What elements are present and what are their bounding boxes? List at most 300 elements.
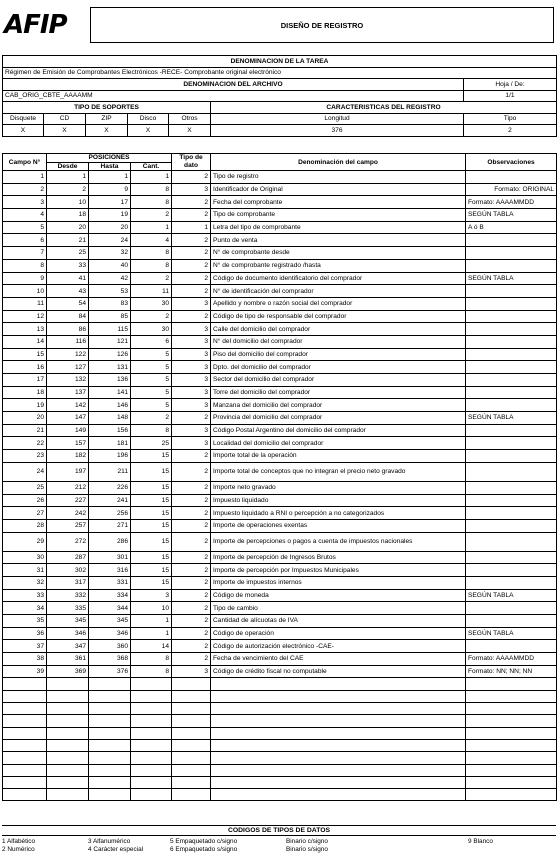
empty-cell <box>89 715 131 727</box>
cell-observaciones: SEGÚN TABLA <box>466 209 557 222</box>
cell-denominacion: Importe total de la operación <box>211 450 466 463</box>
table-row <box>3 450 557 463</box>
empty-cell <box>131 739 172 751</box>
cell-tipo: 3 <box>172 386 211 399</box>
cell-denominacion: Impuesto liquidado <box>211 494 466 507</box>
legend-grid <box>2 836 556 854</box>
cell-desde: 54 <box>47 297 89 310</box>
cell-tipo: 2 <box>172 481 211 494</box>
cell-campo: 38 <box>3 653 47 666</box>
cell-cant: 25 <box>131 437 172 450</box>
cell-desde: 335 <box>47 602 89 615</box>
cell-desde: 182 <box>47 450 89 463</box>
cell-tipo: 2 <box>172 285 211 298</box>
cell-cant: 15 <box>131 481 172 494</box>
cell-cant: 3 <box>131 589 172 602</box>
empty-cell <box>47 739 89 751</box>
table-row <box>3 323 557 336</box>
col-desde: Desde <box>47 162 89 171</box>
cell-campo: 25 <box>3 481 47 494</box>
data-type-legend <box>2 825 556 854</box>
cell-hasta: 126 <box>89 348 131 361</box>
cell-desde: 2 <box>47 183 89 196</box>
cell-tipo: 2 <box>172 653 211 666</box>
document-header <box>2 2 556 47</box>
cell-tipo: 2 <box>172 450 211 463</box>
support-col-disco: Disco <box>128 113 169 125</box>
empty-cell <box>3 764 47 776</box>
support-val-otros: X <box>169 125 211 137</box>
empty-cell <box>172 764 211 776</box>
cell-hasta: 146 <box>89 399 131 412</box>
cell-campo: 8 <box>3 259 47 272</box>
empty-cell <box>131 764 172 776</box>
empty-cell <box>466 715 557 727</box>
cell-hasta: 53 <box>89 285 131 298</box>
cell-tipo: 3 <box>172 335 211 348</box>
cell-observaciones <box>466 532 557 551</box>
cell-campo: 16 <box>3 361 47 374</box>
cell-cant: 5 <box>131 348 172 361</box>
cell-campo: 9 <box>3 272 47 285</box>
record-heading: CARACTERISTICAS DEL REGISTRO <box>211 102 557 114</box>
cell-hasta: 271 <box>89 519 131 532</box>
table-row <box>3 507 557 520</box>
legend-item: 5 Empaquetado c/signo <box>170 838 238 845</box>
cell-denominacion: Piso del domicilio del comprador <box>211 348 466 361</box>
cell-observaciones <box>466 310 557 323</box>
cell-campo: 7 <box>3 247 47 260</box>
empty-cell <box>211 752 466 764</box>
cell-desde: 137 <box>47 386 89 399</box>
cell-campo: 34 <box>3 602 47 615</box>
support-val-zip: X <box>86 125 128 137</box>
cell-desde: 157 <box>47 437 89 450</box>
cell-denominacion: Calle del domicilio del comprador <box>211 323 466 336</box>
cell-tipo: 2 <box>172 532 211 551</box>
cell-campo: 30 <box>3 551 47 564</box>
cell-campo: 26 <box>3 494 47 507</box>
table-row <box>3 640 557 653</box>
cell-tipo: 2 <box>172 234 211 247</box>
cell-hasta: 32 <box>89 247 131 260</box>
col-positions: POSICIONES <box>47 154 172 163</box>
support-val-disquete: X <box>3 125 44 137</box>
cell-observaciones <box>466 348 557 361</box>
empty-cell <box>89 690 131 702</box>
table-row <box>3 297 557 310</box>
cell-tipo: 2 <box>172 209 211 222</box>
cell-campo: 31 <box>3 564 47 577</box>
task-heading: DENOMINACION DE LA TAREA <box>3 56 557 68</box>
cell-cant: 8 <box>131 247 172 260</box>
file-heading: DENOMINACION DEL ARCHIVO <box>3 79 464 91</box>
cell-denominacion: N° de identificación del comprador <box>211 285 466 298</box>
empty-cell <box>211 703 466 715</box>
cell-desde: 302 <box>47 564 89 577</box>
cell-desde: 147 <box>47 412 89 425</box>
cell-tipo: 3 <box>172 665 211 678</box>
table-row <box>3 519 557 532</box>
table-row <box>3 374 557 387</box>
cell-tipo: 2 <box>172 507 211 520</box>
empty-cell <box>47 703 89 715</box>
table-row <box>3 589 557 602</box>
cell-observaciones <box>466 323 557 336</box>
col-observaciones: Observaciones <box>466 154 557 171</box>
cell-observaciones: SEGÚN TABLA <box>466 412 557 425</box>
col-denominacion: Denominación del campo <box>211 154 466 171</box>
cell-cant: 5 <box>131 399 172 412</box>
cell-hasta: 17 <box>89 196 131 209</box>
cell-denominacion: Tipo de cambio <box>211 602 466 615</box>
table-row <box>3 424 557 437</box>
cell-campo: 24 <box>3 462 47 481</box>
cell-cant: 15 <box>131 450 172 463</box>
empty-cell <box>466 752 557 764</box>
table-row <box>3 196 557 209</box>
cell-cant: 1 <box>131 171 172 184</box>
cell-tipo: 3 <box>172 437 211 450</box>
cell-tipo: 2 <box>172 519 211 532</box>
cell-denominacion: Identificador de Original <box>211 183 466 196</box>
empty-cell <box>172 690 211 702</box>
cell-denominacion: Letra del tipo de comprobante <box>211 221 466 234</box>
cell-hasta: 131 <box>89 361 131 374</box>
cell-observaciones <box>466 399 557 412</box>
empty-cell <box>131 752 172 764</box>
empty-row <box>3 727 557 739</box>
empty-row <box>3 752 557 764</box>
cell-observaciones <box>466 386 557 399</box>
empty-row <box>3 764 557 776</box>
table-row <box>3 615 557 628</box>
cell-tipo: 2 <box>172 196 211 209</box>
cell-denominacion: Importe de percepciones o pagos a cuenta de impuestos nacionales <box>211 532 466 551</box>
cell-cant: 15 <box>131 532 172 551</box>
fields-body <box>3 171 557 801</box>
cell-cant: 15 <box>131 551 172 564</box>
cell-campo: 17 <box>3 374 47 387</box>
cell-desde: 43 <box>47 285 89 298</box>
cell-tipo: 2 <box>172 412 211 425</box>
cell-tipo: 2 <box>172 171 211 184</box>
cell-desde: 257 <box>47 519 89 532</box>
empty-cell <box>89 789 131 801</box>
table-row <box>3 532 557 551</box>
cell-observaciones <box>466 507 557 520</box>
cell-denominacion: Tipo de comprobante <box>211 209 466 222</box>
cell-campo: 27 <box>3 507 47 520</box>
cell-desde: 287 <box>47 551 89 564</box>
legend-item: 9 Blanco <box>468 838 493 845</box>
table-row <box>3 310 557 323</box>
cell-desde: 347 <box>47 640 89 653</box>
table-row <box>3 259 557 272</box>
cell-observaciones <box>466 602 557 615</box>
table-row <box>3 171 557 184</box>
empty-cell <box>466 789 557 801</box>
cell-tipo: 3 <box>172 348 211 361</box>
cell-desde: 122 <box>47 348 89 361</box>
table-row <box>3 209 557 222</box>
empty-row <box>3 789 557 801</box>
supports-heading: TIPO DE SOPORTES <box>3 102 211 114</box>
empty-cell <box>3 727 47 739</box>
cell-hasta: 344 <box>89 602 131 615</box>
empty-cell <box>211 715 466 727</box>
empty-cell <box>211 739 466 751</box>
table-row <box>3 399 557 412</box>
empty-cell <box>172 715 211 727</box>
support-val-disco: X <box>128 125 169 137</box>
cell-observaciones <box>466 374 557 387</box>
cell-hasta: 256 <box>89 507 131 520</box>
empty-cell <box>131 715 172 727</box>
support-col-otros: Otros <box>169 113 211 125</box>
empty-cell <box>131 727 172 739</box>
empty-row <box>3 715 557 727</box>
cell-denominacion: Localidad del domicilio del comprador <box>211 437 466 450</box>
cell-denominacion: Código de tipo de responsable del comprador <box>211 310 466 323</box>
empty-cell <box>89 703 131 715</box>
cell-observaciones <box>466 462 557 481</box>
cell-cant: 8 <box>131 196 172 209</box>
table-row <box>3 183 557 196</box>
sheet-label: Hoja / De: <box>464 79 557 91</box>
cell-denominacion: Fecha del comprobante <box>211 196 466 209</box>
empty-cell <box>47 752 89 764</box>
cell-denominacion: Código de operación <box>211 627 466 640</box>
cell-hasta: 19 <box>89 209 131 222</box>
cell-tipo: 3 <box>172 374 211 387</box>
cell-desde: 86 <box>47 323 89 336</box>
empty-cell <box>47 727 89 739</box>
empty-cell <box>47 690 89 702</box>
cell-observaciones: SEGÚN TABLA <box>466 627 557 640</box>
cell-hasta: 148 <box>89 412 131 425</box>
cell-campo: 32 <box>3 576 47 589</box>
table-row <box>3 602 557 615</box>
table-row <box>3 564 557 577</box>
cell-campo: 15 <box>3 348 47 361</box>
empty-cell <box>89 764 131 776</box>
cell-observaciones: Formato: AAAAMMDD <box>466 653 557 666</box>
cell-cant: 30 <box>131 323 172 336</box>
empty-cell <box>47 764 89 776</box>
cell-denominacion: Cantidad de alícuotas de IVA <box>211 615 466 628</box>
cell-denominacion: N° de comprobante desde <box>211 247 466 260</box>
cell-tipo: 2 <box>172 564 211 577</box>
cell-cant: 15 <box>131 576 172 589</box>
empty-cell <box>466 690 557 702</box>
table-row <box>3 665 557 678</box>
cell-hasta: 141 <box>89 386 131 399</box>
cell-campo: 20 <box>3 412 47 425</box>
empty-cell <box>211 727 466 739</box>
cell-hasta: 9 <box>89 183 131 196</box>
col-hasta: Hasta <box>89 162 131 171</box>
table-row <box>3 481 557 494</box>
table-row <box>3 653 557 666</box>
table-row <box>3 627 557 640</box>
cell-cant: 8 <box>131 665 172 678</box>
cell-campo: 1 <box>3 171 47 184</box>
empty-cell <box>466 739 557 751</box>
cell-desde: 227 <box>47 494 89 507</box>
empty-cell <box>3 690 47 702</box>
cell-cant: 8 <box>131 424 172 437</box>
empty-cell <box>131 703 172 715</box>
legend-item: 3 Alfanumérico <box>88 838 131 845</box>
cell-hasta: 42 <box>89 272 131 285</box>
empty-cell <box>172 739 211 751</box>
table-row <box>3 551 557 564</box>
cell-denominacion: Provincia del domicilio del comprador <box>211 412 466 425</box>
cell-campo: 18 <box>3 386 47 399</box>
record-design-sheet <box>2 2 556 855</box>
cell-desde: 345 <box>47 615 89 628</box>
cell-campo: 5 <box>3 221 47 234</box>
cell-observaciones <box>466 576 557 589</box>
cell-hasta: 24 <box>89 234 131 247</box>
empty-cell <box>466 727 557 739</box>
cell-cant: 8 <box>131 259 172 272</box>
cell-hasta: 136 <box>89 374 131 387</box>
empty-cell <box>131 690 172 702</box>
cell-observaciones <box>466 234 557 247</box>
support-val-cd: X <box>44 125 86 137</box>
cell-observaciones <box>466 247 557 260</box>
cell-campo: 39 <box>3 665 47 678</box>
cell-observaciones <box>466 450 557 463</box>
cell-campo: 29 <box>3 532 47 551</box>
cell-observaciones: SEGÚN TABLA <box>466 589 557 602</box>
cell-tipo: 2 <box>172 551 211 564</box>
legend-item: 2 Numérico <box>2 846 35 853</box>
empty-cell <box>89 752 131 764</box>
empty-cell <box>172 789 211 801</box>
cell-observaciones <box>466 640 557 653</box>
cell-hasta: 376 <box>89 665 131 678</box>
cell-desde: 212 <box>47 481 89 494</box>
support-col-zip: ZIP <box>86 113 128 125</box>
empty-cell <box>3 752 47 764</box>
table-row <box>3 462 557 481</box>
cell-campo: 23 <box>3 450 47 463</box>
cell-tipo: 3 <box>172 399 211 412</box>
cell-denominacion: Torre del domicilio del comprador <box>211 386 466 399</box>
cell-denominacion: Código Postal Argentino del domicilio del comprador <box>211 424 466 437</box>
cell-hasta: 360 <box>89 640 131 653</box>
empty-cell <box>131 776 172 788</box>
cell-denominacion: Fecha de vencimiento del CAE <box>211 653 466 666</box>
cell-hasta: 121 <box>89 335 131 348</box>
cell-campo: 10 <box>3 285 47 298</box>
cell-denominacion: Código de crédito fiscal no computable <box>211 665 466 678</box>
cell-tipo: 2 <box>172 615 211 628</box>
cell-tipo: 2 <box>172 627 211 640</box>
cell-hasta: 241 <box>89 494 131 507</box>
cell-denominacion: Tipo de registro <box>211 171 466 184</box>
cell-desde: 361 <box>47 653 89 666</box>
col-tipo-dato: Tipo de dato <box>172 154 211 171</box>
empty-cell <box>47 789 89 801</box>
support-col-cd: CD <box>44 113 86 125</box>
cell-hasta: 331 <box>89 576 131 589</box>
cell-tipo: 1 <box>172 221 211 234</box>
table-row <box>3 437 557 450</box>
cell-campo: 19 <box>3 399 47 412</box>
empty-cell <box>3 703 47 715</box>
cell-desde: 332 <box>47 589 89 602</box>
cell-tipo: 2 <box>172 462 211 481</box>
cell-denominacion: Importe de percepción por Impuestos Municipales <box>211 564 466 577</box>
cell-cant: 5 <box>131 361 172 374</box>
table-row <box>3 494 557 507</box>
empty-cell <box>211 690 466 702</box>
cell-campo: 21 <box>3 424 47 437</box>
cell-tipo: 3 <box>172 297 211 310</box>
support-col-disquete: Disquete <box>3 113 44 125</box>
cell-campo: 4 <box>3 209 47 222</box>
cell-observaciones <box>466 259 557 272</box>
cell-campo: 35 <box>3 615 47 628</box>
cell-denominacion: Importe de operaciones exentas <box>211 519 466 532</box>
cell-denominacion: N° del domicilio del comprador <box>211 335 466 348</box>
cell-hasta: 20 <box>89 221 131 234</box>
cell-desde: 116 <box>47 335 89 348</box>
cell-cant: 6 <box>131 335 172 348</box>
cell-cant: 30 <box>131 297 172 310</box>
cell-campo: 6 <box>3 234 47 247</box>
col-campo: Campo N° <box>3 154 47 171</box>
cell-campo: 13 <box>3 323 47 336</box>
cell-cant: 14 <box>131 640 172 653</box>
cell-hasta: 85 <box>89 310 131 323</box>
cell-desde: 346 <box>47 627 89 640</box>
cell-hasta: 196 <box>89 450 131 463</box>
cell-denominacion: Importe de percepción de Ingresos Brutos <box>211 551 466 564</box>
cell-observaciones <box>466 171 557 184</box>
cell-denominacion: Importe de impuestos internos <box>211 576 466 589</box>
empty-cell <box>172 727 211 739</box>
cell-cant: 15 <box>131 519 172 532</box>
cell-campo: 3 <box>3 196 47 209</box>
empty-cell <box>89 678 131 690</box>
empty-cell <box>211 764 466 776</box>
cell-campo: 12 <box>3 310 47 323</box>
cell-tipo: 2 <box>172 494 211 507</box>
cell-cant: 5 <box>131 386 172 399</box>
cell-observaciones <box>466 615 557 628</box>
cell-tipo: 3 <box>172 424 211 437</box>
empty-cell <box>466 678 557 690</box>
record-length-label: Longitud <box>211 113 464 125</box>
table-row <box>3 348 557 361</box>
cell-hasta: 346 <box>89 627 131 640</box>
cell-desde: 197 <box>47 462 89 481</box>
cell-observaciones <box>466 361 557 374</box>
cell-desde: 33 <box>47 259 89 272</box>
empty-cell <box>172 703 211 715</box>
col-cant: Cant. <box>131 162 172 171</box>
table-row <box>3 247 557 260</box>
cell-cant: 8 <box>131 183 172 196</box>
table-row <box>3 576 557 589</box>
cell-cant: 15 <box>131 494 172 507</box>
cell-desde: 25 <box>47 247 89 260</box>
